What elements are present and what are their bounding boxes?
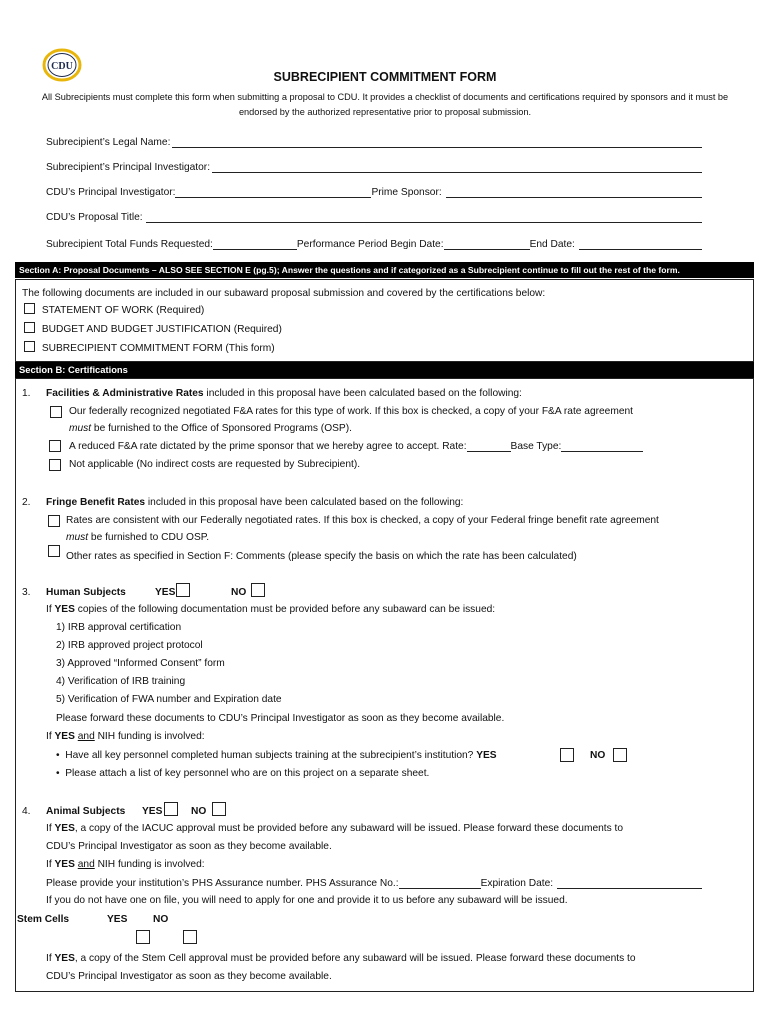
q2-num: 2.: [22, 497, 31, 508]
q1-opt2-row: [69, 440, 643, 452]
q2-opt2-text: Other rates as specified in Section F: Comments (please specify the basis on which the rate has been calculated): [66, 551, 577, 562]
section-b-header: Section B: Certifications: [15, 362, 754, 378]
q1-opt1-line1: Our federally recognized negotiated F&A rates for this type of work. If this box is checked, a copy of your F&A rate agreement: [69, 406, 633, 417]
prime-sponsor-label: Prime Sponsor:: [371, 187, 442, 198]
q4-title: Animal Subjects: [46, 806, 126, 817]
end-date-label: End Date:: [529, 239, 575, 250]
stem-no-checkbox[interactable]: [183, 930, 197, 944]
legal-name-row: [46, 136, 702, 148]
q4-phs-label: Please provide your institution’s PHS Assurance number. PHS Assurance No.:: [46, 878, 399, 889]
q2-opt1-must: must: [66, 532, 89, 543]
period-begin-field[interactable]: [444, 238, 530, 250]
cdu-pi-field[interactable]: [175, 186, 371, 198]
q3-doc-1: 1) IRB approval certification: [56, 622, 182, 633]
q3-bullet-1-text: Have all key personnel completed human subjects training at the subrecipient’s institution?: [65, 750, 474, 761]
q4-line1-rest: , a copy of the IACUC approval must be provided before any subaward will be issued. Please forward these documents to: [74, 823, 624, 834]
checkbox-commitment[interactable]: [24, 341, 35, 352]
stem-title: Stem Cells: [17, 914, 70, 925]
q4-nih-rest: NIH funding is involved:: [94, 859, 205, 870]
stem-line1-yes: YES: [54, 953, 75, 964]
q1-opt2-text: A reduced F&A rate dictated by the prime sponsor that we hereby agree to accept. Rate:: [69, 441, 467, 452]
end-date-field[interactable]: [579, 238, 702, 250]
q3-nih: [46, 731, 205, 742]
q4-yes-label: YES: [142, 806, 163, 817]
q2-opt1-rest: be furnished to CDU OSP.: [88, 532, 210, 543]
stem-yes-label: YES: [107, 914, 128, 925]
form-title: SUBRECIPIENT COMMITMENT FORM: [273, 70, 497, 84]
total-funds-label: Subrecipient Total Funds Requested:: [46, 239, 213, 250]
q4-nih-pre: If: [46, 859, 55, 870]
q1-opt1-checkbox[interactable]: [50, 406, 62, 418]
q2-heading: [46, 497, 463, 508]
q3-nih-and: and: [77, 731, 95, 742]
q3-doc-4: 4) Verification of IRB training: [56, 676, 186, 687]
stem-line1-rest: , a copy of the Stem Cell approval must be provided before any subaward will be issued. Please forward these documents to: [74, 953, 636, 964]
q4-line1-yes: YES: [54, 823, 75, 834]
q4-line2: CDU’s Principal Investigator as soon as they become available.: [46, 841, 332, 852]
stem-no-label: NO: [153, 914, 169, 925]
q4-num: 4.: [22, 806, 31, 817]
q4-expiration-field[interactable]: [557, 877, 702, 889]
q1-opt3-text: Not applicable (No indirect costs are requested by Subrecipient).: [69, 459, 361, 470]
pi-label: Subrecipient’s Principal Investigator:: [46, 162, 211, 173]
q3-if-yes-rest: copies of the following documentation must be provided before any subaward can be issued:: [74, 604, 496, 615]
q1-opt3-checkbox[interactable]: [49, 459, 61, 471]
q1-base-type-field[interactable]: [561, 440, 643, 452]
q2-title: Fringe Benefit Rates: [46, 497, 146, 508]
q2-opt1-line1: Rates are consistent with our Federally negotiated rates. If this box is checked, a copy of your Federal fringe benefit rate agreement: [66, 515, 659, 526]
section-a-header: Section A: Proposal Documents – ALSO SEE SECTION E (pg.5); Answer the questions and if categorized as a Subrecipient continue to fill out the rest of the form.: [15, 262, 754, 278]
total-funds-field[interactable]: [213, 238, 297, 250]
q3-bullet-2-text: Please attach a list of key personnel who are on this project on a separate sheet.: [65, 768, 430, 779]
q3-doc-5: 5) Verification of FWA number and Expiration date: [56, 694, 282, 705]
q4-nih-and: and: [77, 859, 95, 870]
stem-line2: CDU’s Principal Investigator as soon as they become available.: [46, 971, 332, 982]
q1-heading: [46, 388, 522, 399]
q3-if-yes: [46, 604, 495, 615]
doc-label-budget: BUDGET AND BUDGET JUSTIFICATION (Required): [41, 324, 282, 335]
q3-bullet-1-yes: YES: [476, 750, 497, 761]
q1-rate-field[interactable]: [467, 440, 511, 452]
pi-row: [46, 161, 702, 173]
q1-base-type-label: Base Type:: [510, 441, 562, 452]
q3-yes-label: YES: [155, 587, 176, 598]
doc-item-sow: [24, 303, 204, 316]
q2-opt2-checkbox[interactable]: [48, 545, 60, 557]
q4-line1-pre: If: [46, 823, 55, 834]
q4-nih: [46, 859, 205, 870]
doc-item-budget: [24, 322, 282, 335]
q3-training-no-checkbox[interactable]: [613, 748, 627, 762]
logo-text: CDU: [51, 61, 73, 72]
q4-phs-field[interactable]: [399, 877, 481, 889]
q4-yes-checkbox[interactable]: [164, 802, 178, 816]
q3-doc-3: 3) Approved “Informed Consent” form: [56, 658, 225, 669]
prime-sponsor-field[interactable]: [446, 186, 702, 198]
q3-bullet-2: • Please attach a list of key personnel who are on this project on a separate sheet.: [56, 768, 430, 779]
q2-rest: included in this proposal have been calculated based on the following:: [145, 497, 464, 508]
pi-field[interactable]: [212, 161, 702, 173]
proposal-title-row: [46, 211, 702, 223]
q3-nih-yes: YES: [54, 731, 75, 742]
q3-bullet-1-no: NO: [590, 750, 606, 761]
doc-label-commitment: SUBRECIPIENT COMMITMENT FORM (This form): [41, 343, 275, 354]
q3-no-checkbox[interactable]: [251, 583, 265, 597]
doc-item-commitment: [24, 341, 275, 354]
q4-nih-yes: YES: [54, 859, 75, 870]
proposal-title-field[interactable]: [146, 211, 702, 223]
cdu-pi-row: [46, 186, 702, 198]
q2-opt1-line2: [66, 532, 209, 543]
q3-forward: Please forward these documents to CDU’s Principal Investigator as soon as they become available.: [56, 713, 505, 724]
checkbox-sow[interactable]: [24, 303, 35, 314]
q3-num: 3.: [22, 587, 31, 598]
funds-row: [46, 238, 702, 250]
stem-line1-pre: If: [46, 953, 55, 964]
q3-training-yes-checkbox[interactable]: [560, 748, 574, 762]
form-intro: All Subrecipients must complete this form when submitting a proposal to CDU. It provides a checklist of documents and certifications required by sponsors and it must be endorsed by the authorized representative prior to proposal submission.: [41, 92, 729, 117]
q3-nih-pre: If: [46, 731, 55, 742]
q1-opt2-checkbox[interactable]: [49, 440, 61, 452]
legal-name-field[interactable]: [172, 136, 702, 148]
proposal-title-label: CDU’s Proposal Title:: [46, 212, 143, 223]
q3-yes-checkbox[interactable]: [176, 583, 190, 597]
q3-doc-2: 2) IRB approved project protocol: [56, 640, 203, 651]
stem-line1: [46, 953, 636, 964]
q1-title: Facilities & Administrative Rates: [46, 388, 204, 399]
q3-if-yes-pre: If: [46, 604, 55, 615]
stem-yes-checkbox[interactable]: [136, 930, 150, 944]
q4-no-label: NO: [191, 806, 207, 817]
q2-opt1-checkbox[interactable]: [48, 515, 60, 527]
legal-name-label: Subrecipient’s Legal Name:: [46, 137, 171, 148]
q3-no-label: NO: [231, 587, 247, 598]
q1-opt1-line2: [69, 423, 352, 434]
q1-rest: included in this proposal have been calculated based on the following:: [203, 388, 522, 399]
q3-title: Human Subjects: [46, 587, 126, 598]
q1-opt1-must: must: [69, 423, 92, 434]
q4-no-checkbox[interactable]: [212, 802, 226, 816]
q1-opt1-rest: be furnished to the Office of Sponsored Programs (OSP).: [91, 423, 352, 434]
q1-num: 1.: [22, 388, 31, 399]
q4-expiration-label: Expiration Date:: [480, 878, 554, 889]
q3-bullet-1: • Have all key personnel completed human subjects training at the subrecipient’s institution? YES: [56, 750, 497, 761]
period-begin-label: Performance Period Begin Date:: [296, 239, 444, 250]
cdu-pi-label: CDU’s Principal Investigator:: [46, 187, 176, 198]
q3-if-yes-bold: YES: [54, 604, 75, 615]
q4-phs-row: [46, 877, 702, 889]
section-a-intro: The following documents are included in our subaward proposal submission and covered by the certifications below:: [22, 288, 546, 299]
q3-nih-rest: NIH funding is involved:: [94, 731, 205, 742]
doc-label-sow: STATEMENT OF WORK (Required): [41, 305, 205, 316]
checkbox-budget[interactable]: [24, 322, 35, 333]
q4-no-file: If you do not have one on file, you will need to apply for one and provide it to us before any subaward will be issued.: [46, 895, 568, 906]
q4-line1: [46, 823, 623, 834]
